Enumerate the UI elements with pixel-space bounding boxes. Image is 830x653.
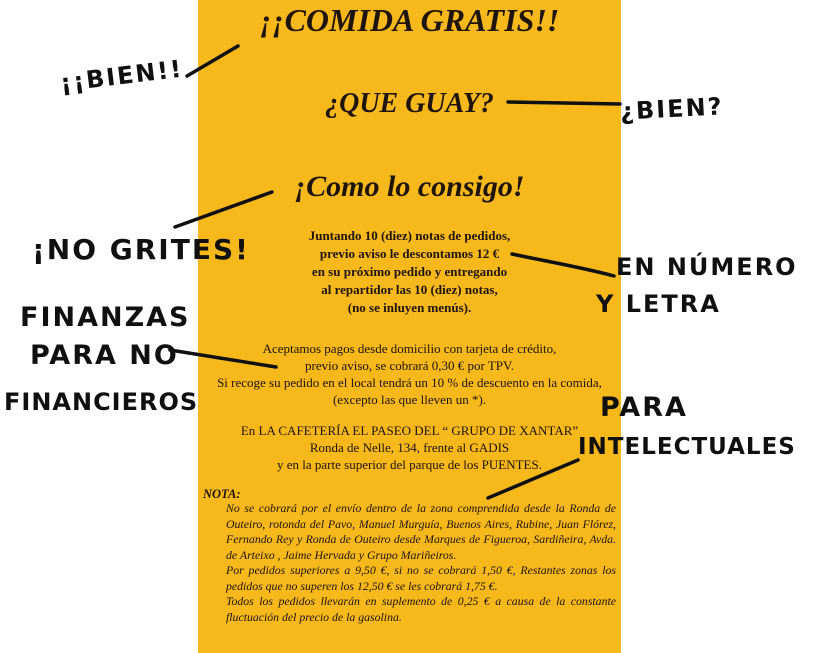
- payment-line: (excepto las que lleven un *).: [332, 392, 487, 407]
- annotation-intelectuales-line1: PARA: [600, 392, 688, 423]
- note-paragraph: Por pedidos superiores a 9,50 €, si no se cobrará 1,50 €, Restantes zonas los pedidos que no superen los 12,50 € se les cobrará 1,75 €.: [226, 563, 616, 593]
- annotation-bien-exclaim: ¡¡BIEN!!: [58, 54, 185, 98]
- offer-line: previo aviso le descontamos 12 €: [319, 246, 500, 261]
- annotation-finanzas-line2: PARA NO: [30, 340, 179, 371]
- annotation-intelectuales-line2: INTELECTUALES: [578, 434, 796, 460]
- flyer-title: ¡¡COMIDA GRATIS!!: [259, 2, 560, 38]
- arrow-bien: [187, 46, 238, 76]
- note-label: NOTA:: [203, 487, 241, 501]
- note-paragraph: No se cobrará por el envío dentro de la zona comprendida desde la Ronda de Outeiro, rotonda del Pavo, Manuel Murguía, Buenos Aires, Rubine, Juan Flórez, Fernando Rey y Ronda de Outeiro desde Marques de Figueroa, Sardiñeira, Avda. de Arteixo , Jaime Hervada y Grupo Mariñeiros.: [226, 501, 616, 562]
- annotation-finanzas-line1: FINANZAS: [20, 302, 191, 333]
- arrow-no-grites: [175, 192, 272, 227]
- cafeteria-line: En LA CAFETERÍA EL PASEO DEL “ GRUPO DE XANTAR”: [240, 423, 579, 438]
- arrow-finanzas: [170, 350, 276, 367]
- offer-line: Juntando 10 (diez) notas de pedidos,: [308, 228, 511, 243]
- offer-line: (no se inluyen menús).: [347, 300, 472, 315]
- annotation-numero-line2: Y LETRA: [596, 290, 721, 318]
- cafeteria-line: y en la parte superior del parque de los PUENTES.: [277, 457, 542, 472]
- annotation-finanzas-line3: FINANCIEROS: [4, 388, 199, 416]
- arrow-intelectuales: [488, 460, 578, 498]
- cafeteria-line: Ronda de Nelle, 134, frente al GADIS: [309, 440, 510, 455]
- note-paragraph: Todos los pedidos llevarán en suplemento de 0,25 € a causa de la constante fluctuación del precio de la gasolina.: [226, 594, 616, 624]
- flyer-question: ¿QUE GUAY?: [325, 88, 494, 119]
- flyer-how-heading: ¡Como lo consigo!: [294, 170, 525, 203]
- arrow-numero: [512, 254, 614, 276]
- annotation-numero-line1: EN NÚMERO: [616, 253, 798, 281]
- offer-line: al repartidor las 10 (diez) notas,: [321, 282, 498, 297]
- payment-line: previo aviso, se cobrará 0,30 € por TPV.: [305, 358, 514, 373]
- annotation-no-grites: ¡NO GRITES!: [32, 233, 250, 266]
- payment-line: Si recoge su pedido en el local tendrá un 10 % de descuento en la comida,: [217, 375, 602, 390]
- offer-line: en su próximo pedido y entregando: [311, 264, 508, 279]
- payment-line: Aceptamos pagos desde domicilio con tarjeta de crédito,: [262, 341, 557, 356]
- arrow-bien-question: [508, 102, 620, 104]
- annotation-bien-question: ¿BIEN?: [619, 92, 725, 126]
